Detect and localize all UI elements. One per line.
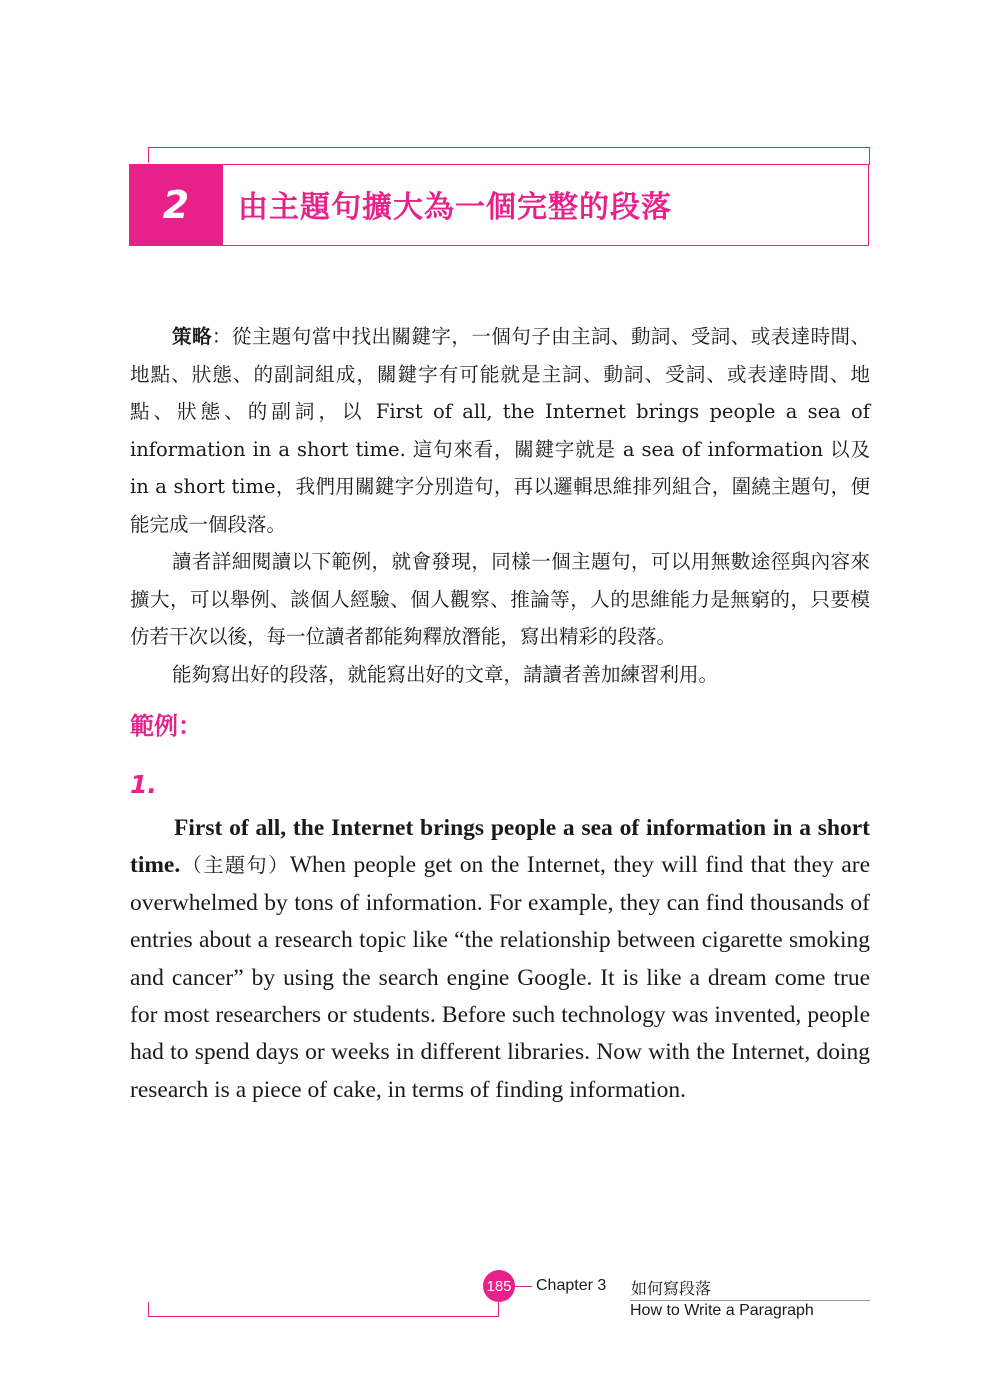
example-body: When people get on the Internet, they will find that they are overwhelmed by tons of information. For example, they can find thousands of entries about a research topic like “the relationship between cigarette smoking and cancer” by using the search engine Google. It is like a dream come true for most researchers or students. Before such technology was invented, people had to spend days or weeks in different libraries. Now with the Internet, doing research is a piece of cake, in terms of finding information. bbox=[130, 852, 871, 1103]
topic-sentence-label: （主題句） bbox=[180, 853, 290, 878]
practice-note-paragraph: 能夠寫出好的段落，就能寫出好的文章，請讀者善加練習利用。 bbox=[172, 663, 719, 686]
section-number: 2 bbox=[162, 183, 190, 227]
section-title: 由主題句擴大為一個完整的段落 bbox=[238, 190, 672, 225]
example-paragraph bbox=[130, 810, 870, 1109]
section-number-block bbox=[129, 164, 223, 246]
topic-sentence: First of all, the Internet brings people a sea of information in a short time. bbox=[130, 815, 870, 879]
reader-guidance-paragraph: 讀者詳細閱讀以下範例，就會發現，同樣一個主題句，可以用無數途徑與內容來擴大，可以舉例、談個人經驗、個人觀察、推論等，人的思維能力是無窮的，只要模仿若干次以後，每一位讀者都能夠釋放潛能，寫出精彩的段落。 bbox=[130, 550, 870, 649]
strategy-text: ：從主題句當中找出關鍵字，一個句子由主詞、動詞、受詞、或表達時間、地點、狀態、的副詞組成，關鍵字有可能就是主詞、動詞、受詞、或表達時間、地點、狀態、的副詞，以 First of all, the Internet brings people a sea of information in a short time. 這句來看，關鍵字就是 a sea of information 以及 in a short time，我們用關鍵字分別造句，再以邏輯思維排列組合，圍繞主題句，便能完成一個段落。 bbox=[130, 325, 870, 536]
example-number: 1. bbox=[130, 770, 157, 799]
header-right-tick bbox=[869, 147, 870, 165]
footer-dash bbox=[514, 1286, 532, 1287]
footer-left-rule bbox=[148, 1316, 499, 1317]
footer-chapter-title-zh: 如何寫段落 bbox=[631, 1279, 712, 1298]
footer-chapter: Chapter 3 bbox=[536, 1277, 607, 1294]
footer-right-rule bbox=[630, 1300, 870, 1301]
footer-chapter-title-en: How to Write a Paragraph bbox=[630, 1302, 814, 1319]
header-top-rule bbox=[148, 147, 870, 148]
header-left-tick bbox=[148, 147, 149, 163]
footer-left-tick bbox=[148, 1302, 149, 1316]
strategy-label: 策略 bbox=[172, 325, 212, 348]
page-number-badge: 185 bbox=[483, 1270, 515, 1302]
strategy-paragraph bbox=[130, 318, 870, 544]
example-heading: 範例： bbox=[130, 712, 202, 740]
